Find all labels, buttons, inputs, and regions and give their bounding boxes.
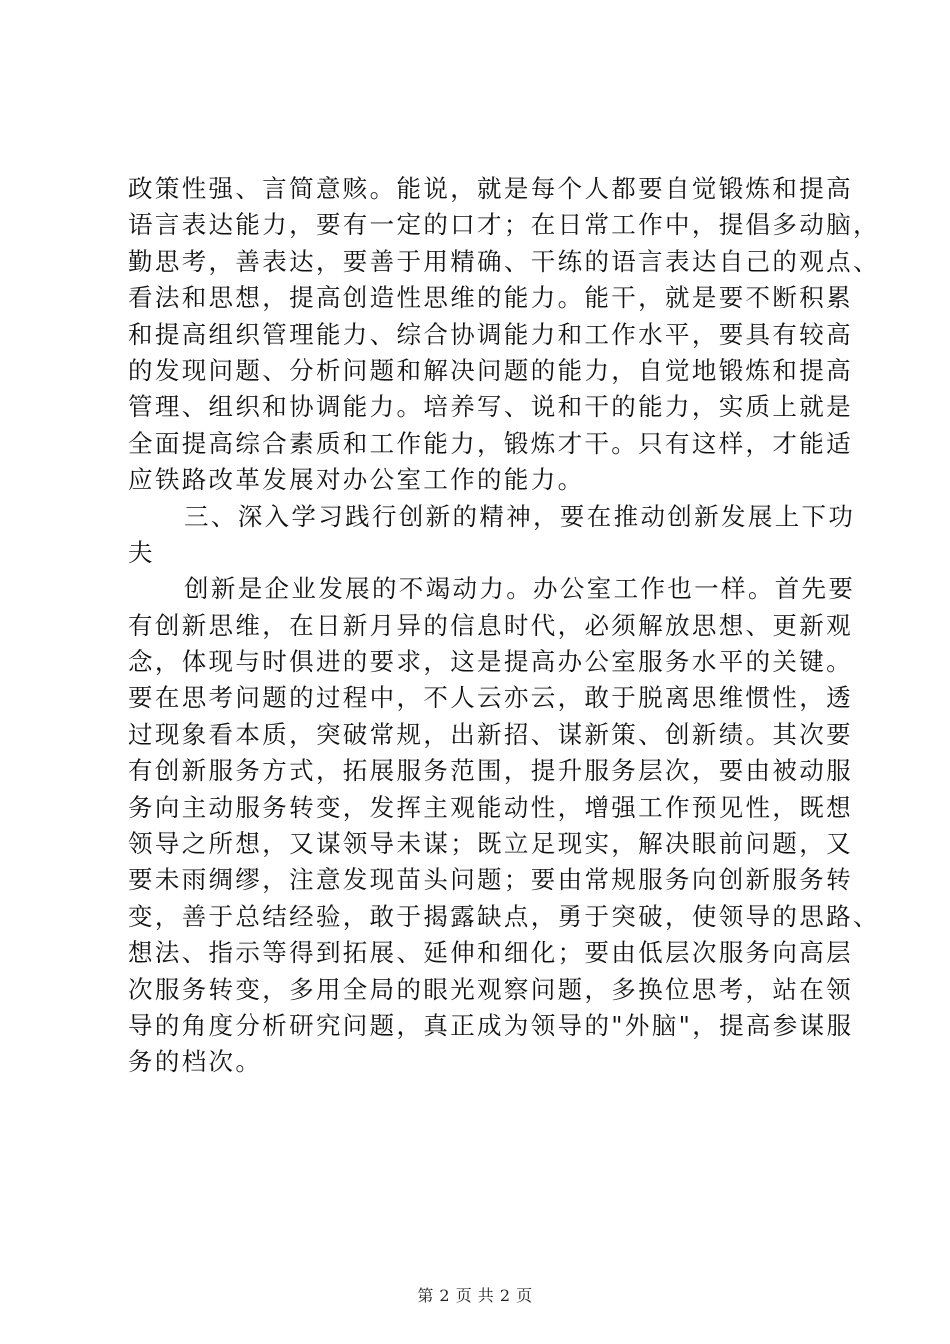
- paragraph-start: 创新是企业发展的不竭动力。办公室工作也一样。首先要: [184, 574, 856, 604]
- page-footer: 第 2 页 共 2 页: [417, 1286, 533, 1305]
- text-line: 务的档次。: [128, 1047, 263, 1077]
- text-line: 变，善于总结经验，敢于揭露缺点，勇于突破，使领导的思路、: [128, 901, 880, 931]
- text-line: 领导之所想，又谋领导未谋；既立足现实，解决眼前问题，又: [128, 829, 853, 859]
- text-line: 念，体现与时俱进的要求，这是提高办公室服务水平的关键。: [128, 647, 853, 677]
- text-line: 和提高组织管理能力、综合协调能力和工作水平，要具有较高: [128, 319, 853, 349]
- text-line: 要在思考问题的过程中，不人云亦云，敢于脱离思维惯性，透: [128, 683, 853, 713]
- text-line: 语言表达能力，要有一定的口才；在日常工作中，提倡多动脑，: [128, 210, 880, 240]
- text-line: 有创新思维，在日新月异的信息时代，必须解放思想、更新观: [128, 610, 853, 640]
- document-body: [128, 171, 880, 1081]
- text-line: 次服务转变，多用全局的眼光观察问题，多换位思考，站在领: [128, 974, 853, 1004]
- text-line: 的发现问题、分析问题和解决问题的能力，自觉地锻炼和提高: [128, 355, 853, 385]
- text-line: 要未雨绸缪，注意发现苗头问题；要由常规服务向创新服务转: [128, 865, 853, 895]
- text-line: 政策性强、言简意赅。能说，就是每个人都要自觉锻炼和提高: [128, 174, 853, 203]
- text-line: 过现象看本质，突破常规，出新招、谋新策、创新绩。其次要: [128, 719, 853, 749]
- section-heading-continuation: 夫: [128, 537, 155, 567]
- text-line: 勤思考，善表达，要善于用精确、干练的语言表达自己的观点、: [128, 246, 880, 276]
- section-heading: 三、深入学习践行创新的精神，要在推动创新发展上下功: [184, 501, 856, 531]
- text-line: 全面提高综合素质和工作能力，锻炼才干。只有这样，才能适: [128, 428, 853, 458]
- text-line: 管理、组织和协调能力。培养写、说和干的能力，实质上就是: [128, 392, 853, 422]
- text-line: 导的角度分析研究问题，真正成为领导的"外脑"，提高参谋服: [128, 1010, 854, 1040]
- text-line: 看法和思想，提高创造性思维的能力。能干，就是要不断积累: [128, 283, 853, 313]
- text-line: 有创新服务方式，拓展服务范围，提升服务层次，要由被动服: [128, 756, 853, 786]
- text-line: 务向主动服务转变，发挥主观能动性，增强工作预见性，既想: [128, 792, 853, 822]
- text-line: 想法、指示等得到拓展、延伸和细化；要由低层次服务向高层: [128, 938, 853, 968]
- text-line: 应铁路改革发展对办公室工作的能力。: [128, 465, 585, 495]
